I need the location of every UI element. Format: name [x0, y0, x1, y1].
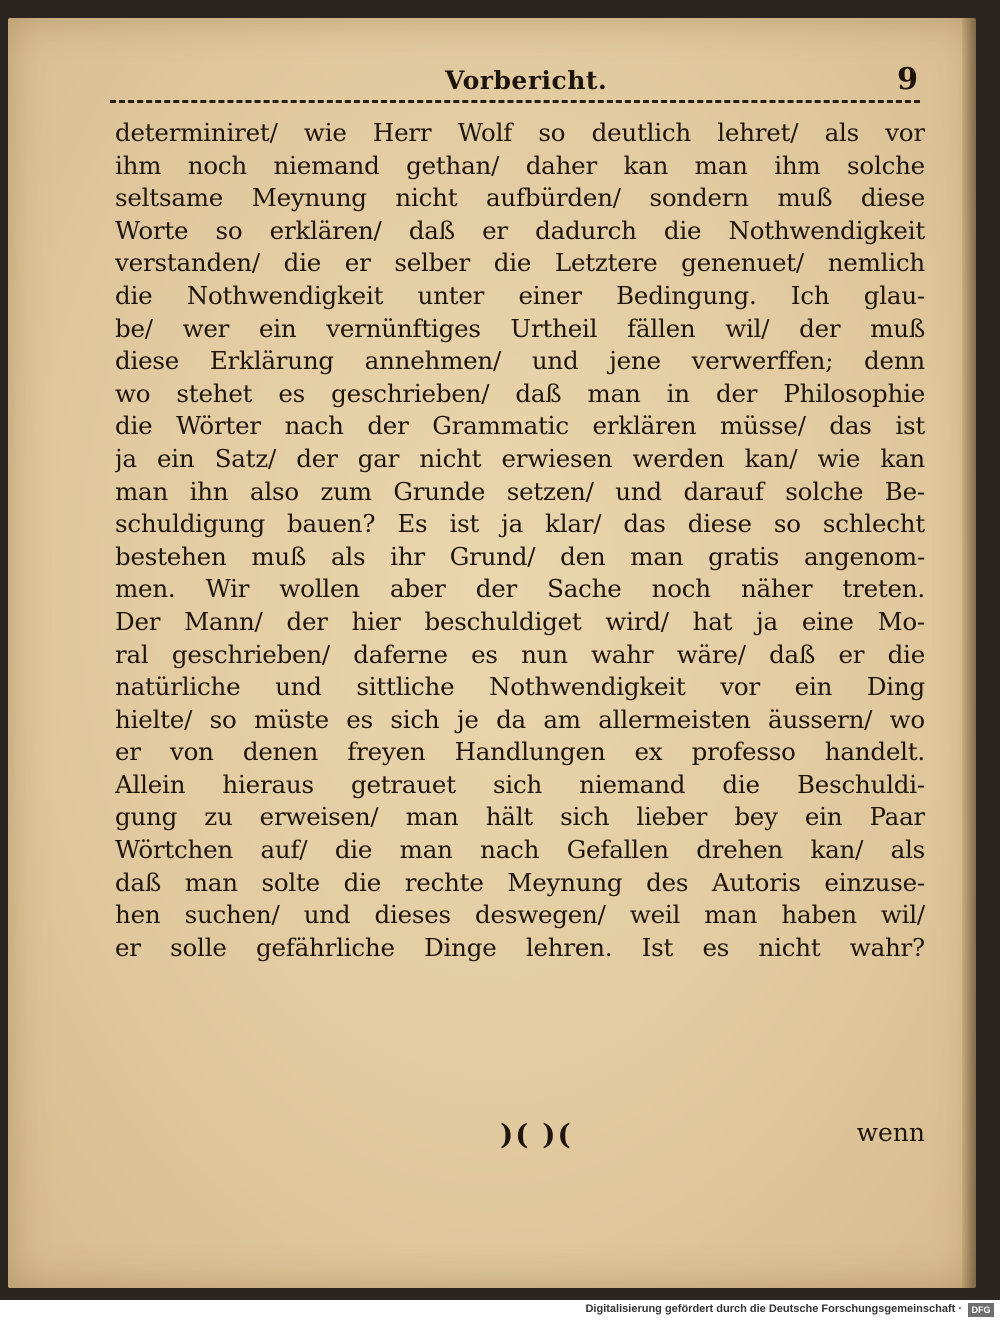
text-line: verstanden/ die er selber die Letztere genenuet/ nemlich	[115, 248, 925, 278]
text-line: ja ein Satz/ der gar nicht erwiesen werden kan/ wie kan	[115, 443, 925, 473]
signature-mark: )( )(	[500, 1118, 573, 1151]
credit-bar	[0, 1300, 1000, 1321]
text-line: ihm noch niemand gethan/ daher kan man ihm solche	[115, 150, 925, 180]
text-line: er von denen freyen Handlungen ex professo handelt.	[115, 737, 925, 767]
funding-credit: Digitalisierung gefördert durch die Deutsche Forschungsgemeinschaft ·	[585, 1303, 962, 1315]
text-line: diese Erklärung annehmen/ und jene verwerffen; denn	[115, 346, 925, 376]
text-line: wo stehet es geschrieben/ daß man in der Philosophie	[115, 378, 925, 408]
text-line: bestehen muß als ihr Grund/ den man gratis angenom-	[115, 541, 925, 571]
text-line: daß man solte die rechte Meynung des Autoris einzuse-	[115, 867, 925, 897]
text-line: seltsame Meynung nicht aufbürden/ sondern muß diese	[115, 183, 925, 213]
text-line: Worte so erklären/ daß er dadurch die Nothwendigkeit	[115, 215, 925, 245]
text-line: men. Wir wollen aber der Sache noch näher treten.	[115, 574, 925, 604]
page-header	[110, 60, 930, 104]
text-line: natürliche und sittliche Nothwendigkeit vor ein Ding	[115, 672, 925, 702]
text-line: Allein hieraus getrauet sich niemand die Beschuldi-	[115, 769, 925, 799]
text-line: hen suchen/ und dieses deswegen/ weil man haben wil/	[115, 900, 925, 930]
text-line: Wörtchen auf/ die man nach Gefallen drehen kan/ als	[115, 835, 925, 865]
text-line: Der Mann/ der hier beschuldiget wird/ hat ja eine Mo-	[115, 606, 925, 636]
running-head: Vorbericht.	[445, 66, 608, 95]
text-line: er solle gefährliche Dinge lehren. Ist es nicht wahr?	[115, 932, 925, 962]
text-line: ral geschrieben/ daferne es nun wahr wäre/ daß er die	[115, 639, 925, 669]
text-line: gung zu erweisen/ man hält sich lieber bey ein Paar	[115, 802, 925, 832]
dfg-logo-icon: DFG	[968, 1303, 994, 1317]
text-line: determiniret/ wie Herr Wolf so deutlich lehret/ als vor	[115, 118, 925, 147]
text-line: die Nothwendigkeit unter einer Bedingung. Ich glau-	[115, 280, 925, 310]
body-text	[115, 117, 925, 964]
page-footer	[115, 1118, 925, 1158]
page-number: 9	[897, 62, 918, 97]
text-line: die Wörter nach der Grammatic erklären müsse/ das ist	[115, 411, 925, 441]
text-line: schuldigung bauen? Es ist ja klar/ das diese so schlecht	[115, 509, 925, 539]
page-edge-shadow	[962, 18, 976, 1288]
text-line: hielte/ so müste es sich je da am allermeisten äussern/ wo	[115, 704, 925, 734]
text-line: be/ wer ein vernünftiges Urtheil fällen wil/ der muß	[115, 313, 925, 343]
text-line: man ihn also zum Grunde setzen/ und darauf solche Be-	[115, 476, 925, 506]
catchword: wenn	[856, 1118, 925, 1147]
header-rule	[110, 100, 920, 103]
